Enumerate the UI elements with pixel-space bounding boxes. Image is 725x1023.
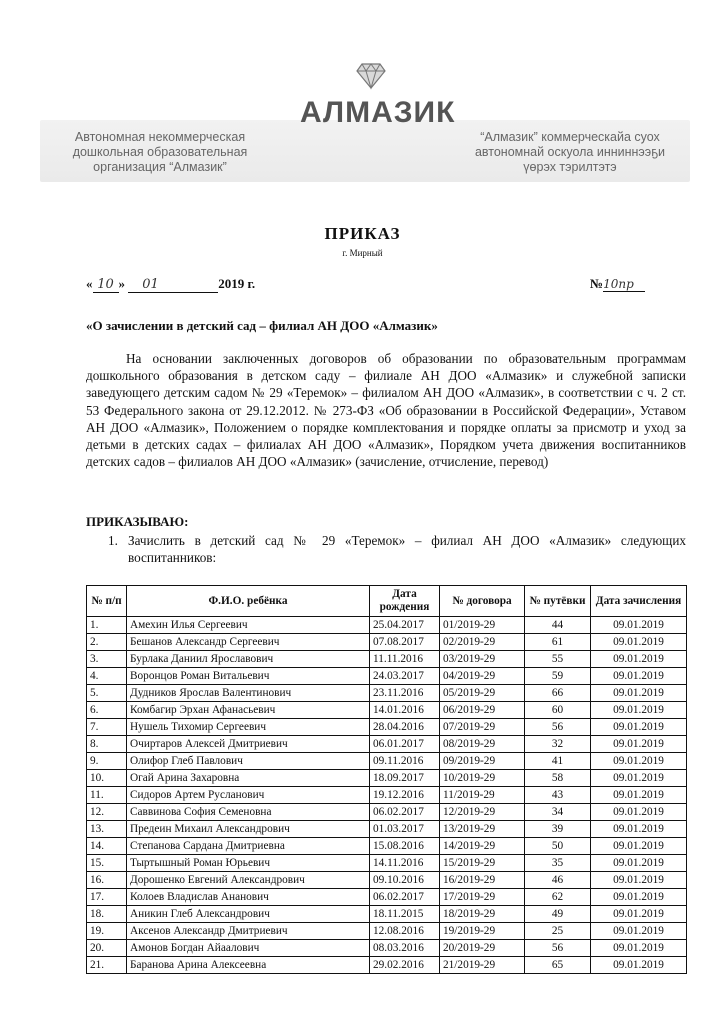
table-body — [87, 617, 687, 974]
document-title: ПРИКАЗ — [324, 224, 401, 243]
cell-child-name: Очиртаров Алексей Дмитриевич — [127, 736, 370, 753]
table-row — [87, 753, 687, 770]
cell-voucher: 34 — [525, 804, 591, 821]
table-row — [87, 685, 687, 702]
cell-contract: 06/2019-29 — [440, 702, 525, 719]
table-row — [87, 872, 687, 889]
cell-voucher: 65 — [525, 957, 591, 974]
cell-child-name: Дудников Ярослав Валентинович — [127, 685, 370, 702]
cell-child-name: Воронцов Роман Витальевич — [127, 668, 370, 685]
document-city: г. Мирный — [342, 248, 383, 258]
cell-birthdate: 06.02.2017 — [370, 804, 440, 821]
cell-birthdate: 09.10.2016 — [370, 872, 440, 889]
cell-enrollment-date: 09.01.2019 — [591, 685, 687, 702]
cell-birthdate: 28.04.2016 — [370, 719, 440, 736]
cell-contract: 13/2019-29 — [440, 821, 525, 838]
cell-enrollment-date: 09.01.2019 — [591, 872, 687, 889]
org-name-line: дошкольная образовательная — [72, 145, 248, 159]
cell-enrollment-date: 09.01.2019 — [591, 821, 687, 838]
cell-enrollment-date: 09.01.2019 — [591, 736, 687, 753]
table-row — [87, 787, 687, 804]
diamond-icon — [356, 60, 386, 90]
cell-birthdate: 19.12.2016 — [370, 787, 440, 804]
cell-enrollment-date: 09.01.2019 — [591, 906, 687, 923]
cell-contract: 15/2019-29 — [440, 855, 525, 872]
cell-enrollment-date: 09.01.2019 — [591, 838, 687, 855]
cell-voucher: 43 — [525, 787, 591, 804]
cell-contract: 07/2019-29 — [440, 719, 525, 736]
cell-child-name: Предеин Михаил Александрович — [127, 821, 370, 838]
cell-voucher: 62 — [525, 889, 591, 906]
order-number — [590, 276, 645, 292]
cell-voucher: 56 — [525, 940, 591, 957]
cell-birthdate: 18.11.2015 — [370, 906, 440, 923]
cell-child-name: Бешанов Александр Сергеевич — [127, 634, 370, 651]
cell-voucher: 55 — [525, 651, 591, 668]
order-item-1 — [108, 532, 686, 566]
cell-contract: 17/2019-29 — [440, 889, 525, 906]
cell-number: 10. — [87, 770, 127, 787]
cell-child-name: Сидоров Артем Русланович — [127, 787, 370, 804]
children-table — [86, 585, 687, 974]
table-row — [87, 668, 687, 685]
cell-child-name: Тыртышный Роман Юрьевич — [127, 855, 370, 872]
col-header-birthdate: Дата рождения — [370, 586, 440, 617]
cell-contract: 14/2019-29 — [440, 838, 525, 855]
org-name-line: организация “Алмазик” — [93, 160, 227, 174]
cell-contract: 12/2019-29 — [440, 804, 525, 821]
cell-number: 18. — [87, 906, 127, 923]
col-header-name: Ф.И.О. ребёнка — [127, 586, 370, 617]
cell-number: 7. — [87, 719, 127, 736]
cell-contract: 20/2019-29 — [440, 940, 525, 957]
cell-voucher: 35 — [525, 855, 591, 872]
cell-enrollment-date: 09.01.2019 — [591, 957, 687, 974]
table-row — [87, 940, 687, 957]
table-row — [87, 617, 687, 634]
cell-birthdate: 06.02.2017 — [370, 889, 440, 906]
cell-enrollment-date: 09.01.2019 — [591, 651, 687, 668]
col-header-number: № п/п — [87, 586, 127, 617]
table-row — [87, 821, 687, 838]
cell-contract: 01/2019-29 — [440, 617, 525, 634]
cell-number: 5. — [87, 685, 127, 702]
cell-number: 20. — [87, 940, 127, 957]
cell-enrollment-date: 09.01.2019 — [591, 787, 687, 804]
cell-enrollment-date: 09.01.2019 — [591, 855, 687, 872]
order-preamble: На основании заключенных договоров об образовании по образовательным программам дошкольного образования в детском саду – филиале АН ДОО «Алмазик» и служебной записки заведующего детским садом № 29 «Теремок» – филиалом АН ДОО «Алмазик», в соответствии с ч. 2 ст. 53 Федерального закона от 29.12.2012. № 273-ФЗ «Об образовании в Российской Федерации», Уставом АН ДОО «Алмазик», Положением о порядке комплектования и порядке оплаты за присмотр и уход за детьми в детских садах – филиалах АН ДОО «Алмазик», Порядком учета движения воспитанников детских садов – филиалов АН ДОО «Алмазик» (зачисление, отчисление, перевод) — [86, 351, 686, 470]
cell-voucher: 32 — [525, 736, 591, 753]
org-name-yakut — [440, 130, 700, 175]
table-row — [87, 889, 687, 906]
table-row — [87, 804, 687, 821]
order-subject: «О зачислении в детский сад – филиал АН ДОО «Алмазик» — [86, 318, 438, 333]
col-header-voucher: № путёвки — [525, 586, 591, 617]
cell-contract: 10/2019-29 — [440, 770, 525, 787]
cell-number: 14. — [87, 838, 127, 855]
cell-birthdate: 29.02.2016 — [370, 957, 440, 974]
cell-contract: 09/2019-29 — [440, 753, 525, 770]
cell-enrollment-date: 09.01.2019 — [591, 804, 687, 821]
cell-voucher: 39 — [525, 821, 591, 838]
cell-number: 11. — [87, 787, 127, 804]
cell-child-name: Степанова Сардана Дмитриевна — [127, 838, 370, 855]
cell-birthdate: 01.03.2017 — [370, 821, 440, 838]
almazik-logo — [300, 60, 456, 142]
table-row — [87, 957, 687, 974]
org-name-russian — [40, 130, 280, 175]
cell-number: 21. — [87, 957, 127, 974]
cell-voucher: 41 — [525, 753, 591, 770]
cell-number: 16. — [87, 872, 127, 889]
cell-birthdate: 24.03.2017 — [370, 668, 440, 685]
cell-enrollment-date: 09.01.2019 — [591, 753, 687, 770]
cell-contract: 11/2019-29 — [440, 787, 525, 804]
col-header-contract: № договора — [440, 586, 525, 617]
cell-voucher: 59 — [525, 668, 591, 685]
cell-child-name: Амехин Илья Сергеевич — [127, 617, 370, 634]
cell-child-name: Дорошенко Евгений Александрович — [127, 872, 370, 889]
cell-enrollment-date: 09.01.2019 — [591, 668, 687, 685]
table-row — [87, 855, 687, 872]
cell-voucher: 66 — [525, 685, 591, 702]
table-row — [87, 770, 687, 787]
cell-child-name: Огай Арина Захаровна — [127, 770, 370, 787]
table-row — [87, 906, 687, 923]
cell-child-name: Олифор Глеб Павлович — [127, 753, 370, 770]
cell-birthdate: 11.11.2016 — [370, 651, 440, 668]
cell-voucher: 61 — [525, 634, 591, 651]
order-item-text: Зачислить в детский сад № 29 «Теремок» – филиал АН ДОО «Алмазик» следующих воспитанников: — [128, 533, 686, 565]
date-quote-close: » — [118, 276, 125, 291]
cell-child-name: Саввинова София Семеновна — [127, 804, 370, 821]
cell-birthdate: 07.08.2017 — [370, 634, 440, 651]
date-day: 10 — [93, 277, 119, 293]
cell-child-name: Комбагир Эрхан Афанасьевич — [127, 702, 370, 719]
cell-voucher: 56 — [525, 719, 591, 736]
cell-contract: 02/2019-29 — [440, 634, 525, 651]
order-item-number: 1. — [108, 533, 118, 548]
table-row — [87, 651, 687, 668]
cell-enrollment-date: 09.01.2019 — [591, 770, 687, 787]
cell-enrollment-date: 09.01.2019 — [591, 719, 687, 736]
table-row — [87, 923, 687, 940]
cell-voucher: 49 — [525, 906, 591, 923]
cell-birthdate: 08.03.2016 — [370, 940, 440, 957]
cell-child-name: Баранова Арина Алексеевна — [127, 957, 370, 974]
cell-birthdate: 12.08.2016 — [370, 923, 440, 940]
cell-contract: 03/2019-29 — [440, 651, 525, 668]
cell-birthdate: 09.11.2016 — [370, 753, 440, 770]
cell-contract: 08/2019-29 — [440, 736, 525, 753]
cell-child-name: Аникин Глеб Александрович — [127, 906, 370, 923]
cell-child-name: Колоев Владислав Ананович — [127, 889, 370, 906]
cell-enrollment-date: 09.01.2019 — [591, 634, 687, 651]
cell-contract: 04/2019-29 — [440, 668, 525, 685]
cell-enrollment-date: 09.01.2019 — [591, 923, 687, 940]
org-name-line: автономнай оскуола инниннээҕи — [474, 145, 666, 159]
cell-birthdate: 25.04.2017 — [370, 617, 440, 634]
cell-enrollment-date: 09.01.2019 — [591, 617, 687, 634]
cell-number: 2. — [87, 634, 127, 651]
table-row — [87, 736, 687, 753]
cell-voucher: 46 — [525, 872, 591, 889]
org-name-line: “Алмазик” коммерческайа суох — [480, 130, 660, 144]
cell-birthdate: 15.08.2016 — [370, 838, 440, 855]
cell-voucher: 44 — [525, 617, 591, 634]
cell-enrollment-date: 09.01.2019 — [591, 940, 687, 957]
cell-child-name: Нушель Тихомир Сергеевич — [127, 719, 370, 736]
order-number-label: № — [590, 276, 604, 291]
cell-birthdate: 18.09.2017 — [370, 770, 440, 787]
cell-number: 8. — [87, 736, 127, 753]
cell-birthdate: 14.01.2016 — [370, 702, 440, 719]
cell-contract: 16/2019-29 — [440, 872, 525, 889]
table-row — [87, 702, 687, 719]
cell-contract: 05/2019-29 — [440, 685, 525, 702]
cell-child-name: Аксенов Александр Дмитриевич — [127, 923, 370, 940]
order-word: ПРИКАЗЫВАЮ: — [86, 514, 189, 529]
cell-number: 4. — [87, 668, 127, 685]
org-name-line: Автономная некоммерческая — [74, 130, 246, 144]
cell-number: 12. — [87, 804, 127, 821]
cell-enrollment-date: 09.01.2019 — [591, 889, 687, 906]
cell-enrollment-date: 09.01.2019 — [591, 702, 687, 719]
table-row — [87, 838, 687, 855]
logo-text: АЛМАЗИК — [300, 96, 456, 129]
cell-child-name: Амонов Богдан Айаалович — [127, 940, 370, 957]
cell-birthdate: 23.11.2016 — [370, 685, 440, 702]
cell-number: 17. — [87, 889, 127, 906]
cell-contract: 18/2019-29 — [440, 906, 525, 923]
table-header-row — [87, 586, 687, 617]
cell-number: 9. — [87, 753, 127, 770]
order-date — [86, 276, 255, 293]
table-row — [87, 634, 687, 651]
cell-number: 1. — [87, 617, 127, 634]
date-year: 2019 г. — [218, 276, 256, 291]
date-month: 01 — [128, 277, 218, 293]
cell-birthdate: 06.01.2017 — [370, 736, 440, 753]
cell-voucher: 58 — [525, 770, 591, 787]
cell-contract: 19/2019-29 — [440, 923, 525, 940]
col-header-enrollment-date: Дата зачисления — [591, 586, 687, 617]
table-row — [87, 719, 687, 736]
cell-child-name: Бурлака Даниил Ярославович — [127, 651, 370, 668]
cell-voucher: 50 — [525, 838, 591, 855]
cell-voucher: 60 — [525, 702, 591, 719]
cell-number: 6. — [87, 702, 127, 719]
cell-contract: 21/2019-29 — [440, 957, 525, 974]
cell-voucher: 25 — [525, 923, 591, 940]
cell-number: 13. — [87, 821, 127, 838]
cell-number: 15. — [87, 855, 127, 872]
org-name-line: үөрэх тэрилтэтэ — [523, 160, 617, 174]
cell-number: 19. — [87, 923, 127, 940]
cell-number: 3. — [87, 651, 127, 668]
order-number-value: 10пр — [603, 277, 645, 292]
cell-birthdate: 14.11.2016 — [370, 855, 440, 872]
date-quote-open: « — [86, 276, 93, 291]
